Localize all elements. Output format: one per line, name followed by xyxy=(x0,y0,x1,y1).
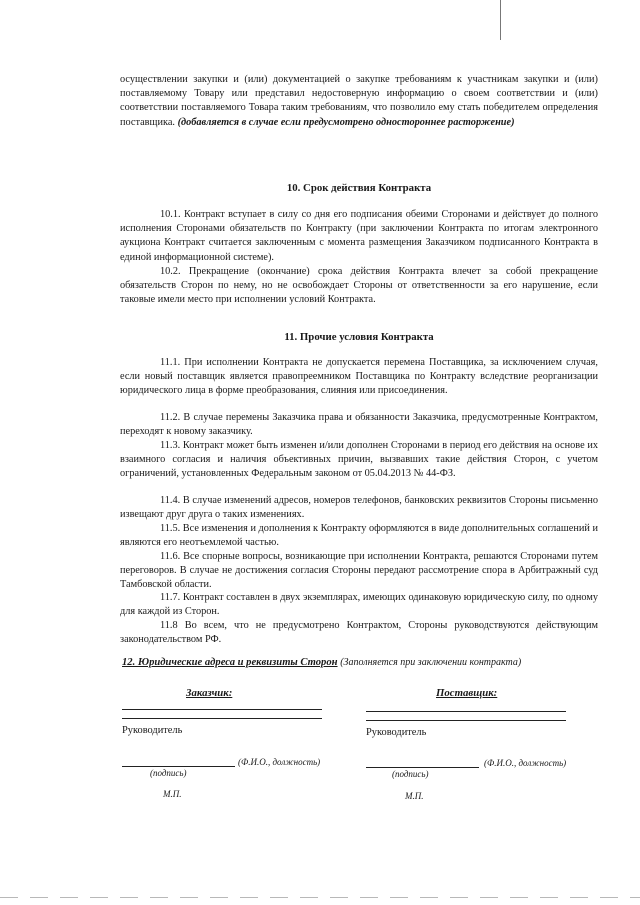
scan-artifact-line xyxy=(500,0,501,40)
clause-11-3: 11.3. Контракт может быть изменен и/или дополнен Сторонами в период его действия на основе их взаимного согласия и наличия объективных причин, вызвавших такие действия Сторон, с учетом ограничений, установленных Федеральным законом от 05.04.2013 № 44-ФЗ. xyxy=(120,440,598,480)
customer-head-label: Руководитель xyxy=(122,725,183,736)
section-10-title: 10. Срок действия Контракта xyxy=(286,182,432,194)
clause-11-7: 11.7. Контракт составлен в двух экземплярах, имеющих одинаковую юридическую силу, по одному для каждой из Сторон. xyxy=(120,592,598,618)
customer-line-2 xyxy=(122,718,322,719)
clause-10-1: 10.1. Контракт вступает в силу со дня его подписания обеими Сторонами и действует до полного исполнения Сторонами обязательств по Контракту (при заключении Контракта по итогам электронного аукциона Контракт считается заключенным с момента размещения Заказчиком подписанного Контракта в единой информационной системе). xyxy=(120,209,598,263)
customer-fio-label: (Ф.И.О., должность) xyxy=(238,757,321,767)
section-11-title: 11. Прочие условия Контракта xyxy=(284,331,434,343)
supplier-stamp: М.П. xyxy=(405,791,424,801)
section-12-heading xyxy=(122,657,602,668)
scan-artifact-footer xyxy=(0,897,640,898)
clause-11-4: 11.4. В случае изменений адресов, номеров телефонов, банковских реквизитов Стороны письменно извещают друг друга о таких изменениях. xyxy=(120,495,598,521)
customer-stamp: М.П. xyxy=(163,789,182,799)
customer-sign-label: (подпись) xyxy=(150,768,187,778)
paragraph-top-note: (добавляется в случае если предусмотрено одностороннее расторжение) xyxy=(177,116,515,128)
section-12-title: 12. Юридические адреса и реквизиты Сторон xyxy=(122,657,338,668)
clause-11-2: 11.2. В случае перемены Заказчика права и обязанности Заказчика, предусмотренные Контрактом, переходят к новому заказчику. xyxy=(120,412,598,438)
clause-11-5: 11.5. Все изменения и дополнения к Контракту оформляются в виде дополнительных соглашений и являются его неотъемлемой частью. xyxy=(120,523,598,549)
clause-11-8: 11.8 Во всем, что не предусмотрено Контрактом, Стороны руководствуются действующим законодательством РФ. xyxy=(120,620,598,646)
clause-11-6: 11.6. Все спорные вопросы, возникающие при исполнении Контракта, решаются Сторонами путем переговоров. В случае не достижения согласия Стороны передают рассмотрение спора в Арбитражный суд Тамбовской области. xyxy=(120,551,598,591)
customer-signature-line xyxy=(122,766,235,767)
supplier-fio-label: (Ф.И.О., должность) xyxy=(484,758,567,768)
supplier-line-1 xyxy=(366,711,566,712)
section-12-note: (Заполняется при заключении контракта) xyxy=(340,657,522,668)
paragraph-top-text: осуществлении закупки и (или) документацией о закупке требованиям к участникам закупки и (или) поставляемому Товару или представил недостоверную информацию о своем соответствии и (или) соответствии поставляемого Товара таким требованиям, что позволило ему стать победителем определения поставщика. xyxy=(120,74,598,128)
supplier-head-label: Руководитель xyxy=(366,727,427,738)
clause-11-1: 11.1. При исполнении Контракта не допускается перемена Поставщика, за исключением случая, если новый поставщик является правопреемником Поставщика по Контракту вследствие реорганизации юридического лица в форме преобразования, слияния или присоединения. xyxy=(120,357,598,397)
supplier-line-2 xyxy=(366,720,566,721)
customer-line-1 xyxy=(122,709,322,710)
supplier-sign-label: (подпись) xyxy=(392,769,429,779)
supplier-role: Поставщик: xyxy=(436,687,498,699)
clause-10-2: 10.2. Прекращение (окончание) срока действия Контракта влечет за собой прекращение обязательств Сторон по нему, но не освобождает Стороны от ответственности за его нарушение, если таковые имели место при исполнении условий Контракта. xyxy=(120,266,598,306)
paragraph-top xyxy=(120,73,598,130)
supplier-signature-line xyxy=(366,767,479,768)
customer-role: Заказчик: xyxy=(186,687,233,699)
